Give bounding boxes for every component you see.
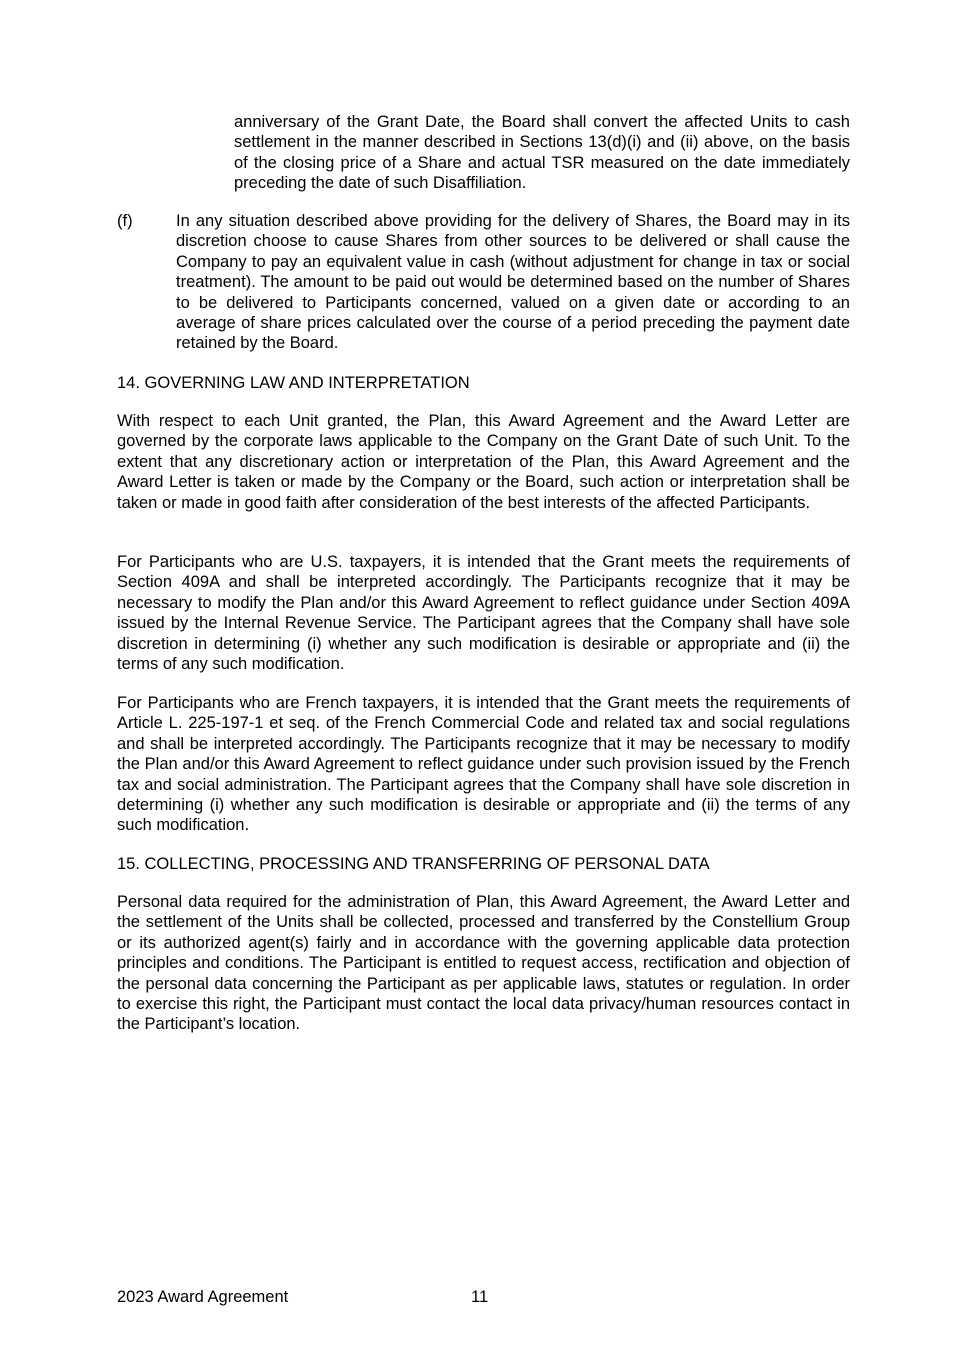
section-14-paragraph-3: For Participants who are French taxpayers, it is intended that the Grant meets the requirements of Article L. 225-197-1 et seq. of the French Commercial Code and related tax and social regulations and shall be interpreted accordingly. The Participants recognize that it may be necessary to modify the Plan and/or this Award Agreement to reflect guidance under such provision issued by the French tax and social administration. The Participant agrees that the Company shall have sole discretion in determining (i) whether any such modification is desirable or appropriate and (ii) the terms of any such modification. bbox=[117, 694, 850, 835]
item-f-label: (f) bbox=[117, 212, 133, 230]
footer-document-title: 2023 Award Agreement bbox=[117, 1288, 289, 1306]
section-14-paragraph-2: For Participants who are U.S. taxpayers, it is intended that the Grant meets the requirements of Section 409A and shall be interpreted accordingly. The Participants recognize that it may be necessary to modify the Plan and/or this Award Agreement to reflect guidance under Section 409A issued by the Internal Revenue Service. The Participant agrees that the Company shall have sole discretion in determining (i) whether any such modification is desirable or appropriate and (ii) the terms of any such modification. bbox=[117, 553, 850, 674]
section-15-paragraph-1: Personal data required for the administration of Plan, this Award Agreement, the Award Letter and the settlement of the Units shall be collected, processed and transferred by the Constellium Group or its authorized agent(s) fairly and in accordance with the governing applicable data protection principles and conditions. The Participant is entitled to request access, rectification and objection of the personal data concerning the Participant as per applicable laws, statutes or regulation. In order to exercise this right, the Participant must contact the local data privacy/human resources contact in the Participant’s location. bbox=[117, 893, 850, 1034]
continuation-paragraph: anniversary of the Grant Date, the Board shall convert the affected Units to cash settlement in the manner described in Sections 13(d)(i) and (ii) above, on the basis of the closing price of a Share and actual TSR measured on the date immediately preceding the date of such Disaffiliation. bbox=[234, 113, 850, 193]
footer-page-number: 11 bbox=[471, 1288, 489, 1306]
section-14-heading: 14. GOVERNING LAW AND INTERPRETATION bbox=[117, 374, 470, 392]
section-14-paragraph-1: With respect to each Unit granted, the Plan, this Award Agreement and the Award Letter are governed by the corporate laws applicable to the Company on the Grant Date of such Unit. To the extent that any discretionary action or interpretation of the Plan, this Award Agreement and the Award Letter is taken or made by the Company or the Board, such action or interpretation shall be taken or made in good faith after consideration of the best interests of the affected Participants. bbox=[117, 412, 850, 512]
section-15-heading: 15. COLLECTING, PROCESSING AND TRANSFERRING OF PERSONAL DATA bbox=[117, 855, 710, 873]
item-f-paragraph: In any situation described above providing for the delivery of Shares, the Board may in its discretion choose to cause Shares from other sources to be delivered or shall cause the Company to pay an equivalent value in cash (without adjustment for change in tax or social treatment). The amount to be paid out would be determined based on the number of Shares to be delivered to Participants concerned, valued on a given date or according to an average of share prices calculated over the course of a period preceding the payment date retained by the Board. bbox=[176, 212, 850, 353]
